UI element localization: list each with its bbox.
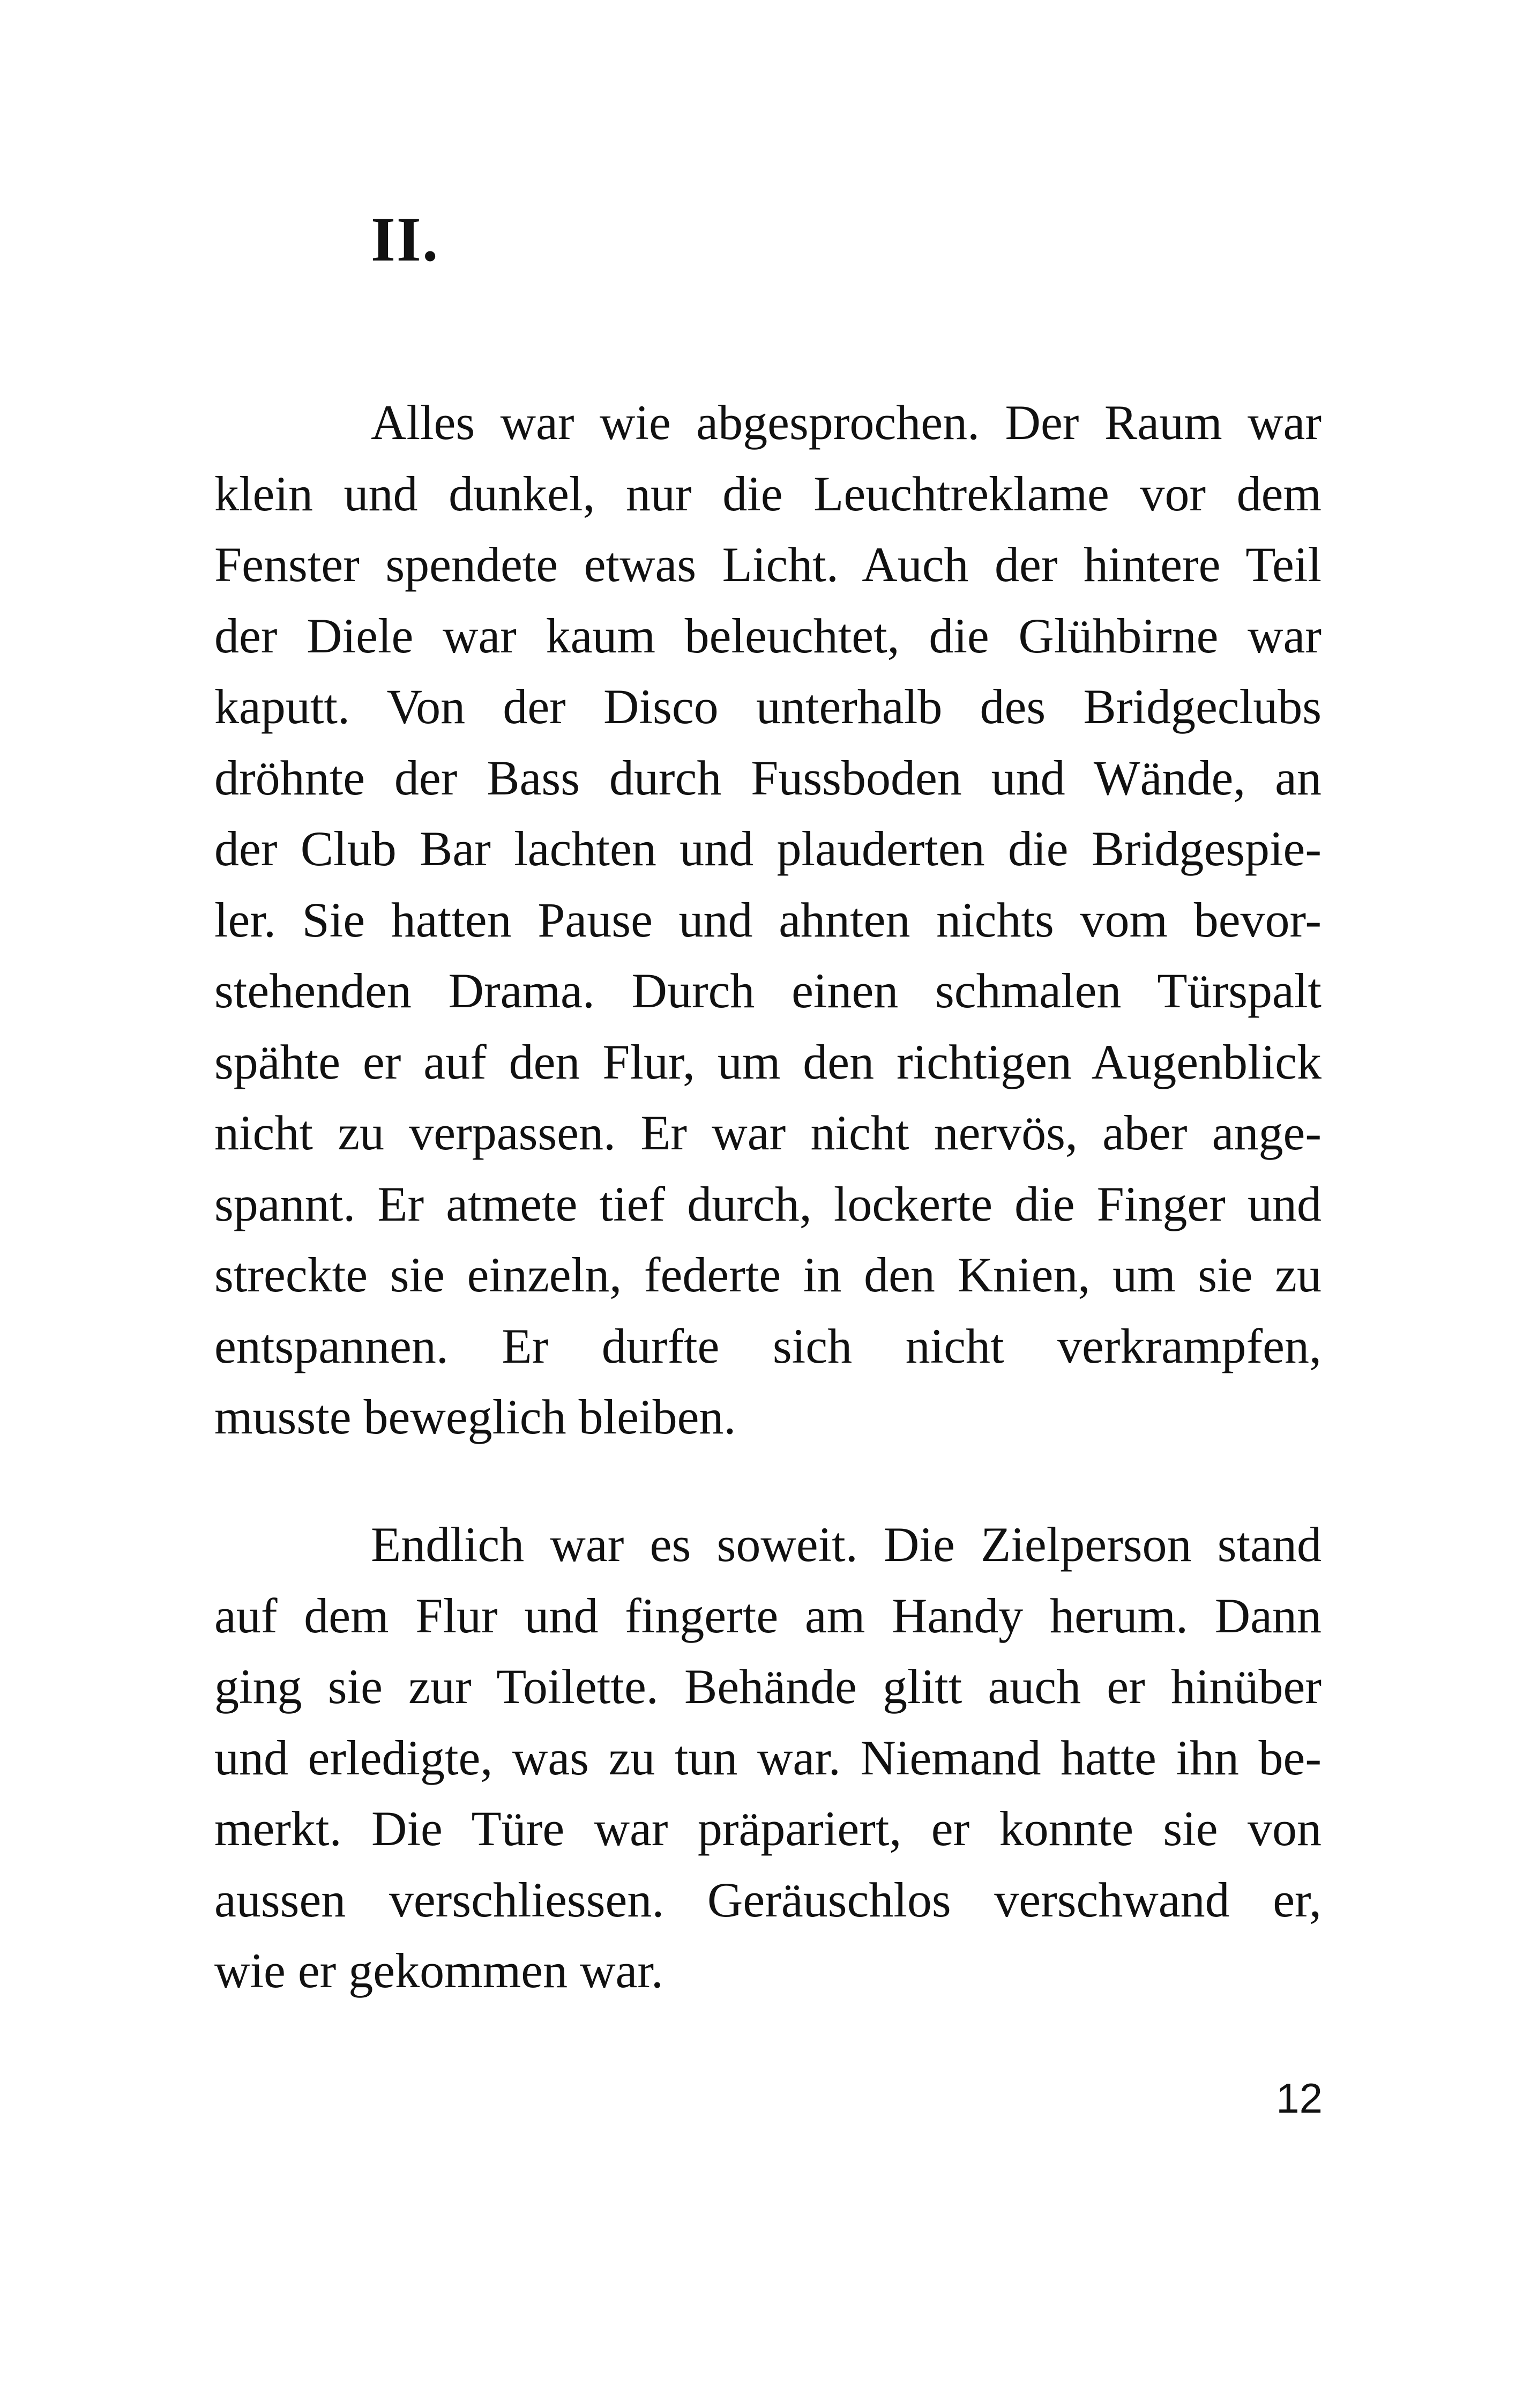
- text-line: Endlich war es soweit. Die Zielperson stand: [371, 1517, 1322, 1572]
- text-line: auf dem Flur und fingerte am Handy herum. Dann: [214, 1588, 1322, 1643]
- text-line: wie er gekommen war.: [214, 1943, 663, 1998]
- text-line: Fenster spendete etwas Licht. Auch der hintere Teil: [214, 537, 1322, 592]
- text-line: aussen verschliessen. Geräuschlos verschwand er,: [214, 1872, 1322, 1927]
- chapter-heading: II.: [371, 204, 439, 274]
- text-line: kaputt. Von der Disco unterhalb des Bridgeclubs: [214, 679, 1322, 734]
- text-line: stehenden Drama. Durch einen schmalen Türspalt: [214, 963, 1322, 1018]
- text-line: und erledigte, was zu tun war. Niemand hatte ihn be-: [214, 1730, 1322, 1785]
- text-line: der Club Bar lachten und plauderten die Bridgespie-: [214, 821, 1322, 876]
- text-line: spähte er auf den Flur, um den richtigen Augenblick: [214, 1034, 1322, 1089]
- text-line: musste beweglich bleiben.: [214, 1389, 736, 1444]
- text-line: Alles war wie abgesprochen. Der Raum war: [371, 395, 1322, 450]
- text-line: dröhnte der Bass durch Fussboden und Wände, an: [214, 750, 1322, 805]
- text-line: entspannen. Er durfte sich nicht verkrampfen,: [214, 1318, 1322, 1373]
- text-line: nicht zu verpassen. Er war nicht nervös, aber ange-: [214, 1105, 1322, 1160]
- paragraph-1: [214, 387, 1322, 1453]
- paragraph-2: [214, 1509, 1322, 2006]
- text-line: merkt. Die Türe war präpariert, er konnte sie von: [214, 1801, 1322, 1856]
- text-line: klein und dunkel, nur die Leuchtreklame vor dem: [214, 466, 1322, 521]
- text-line: ging sie zur Toilette. Behände glitt auch er hinüber: [214, 1659, 1322, 1714]
- text-line: spannt. Er atmete tief durch, lockerte die Finger und: [214, 1176, 1322, 1231]
- text-line: streckte sie einzeln, federte in den Knien, um sie zu: [214, 1247, 1322, 1302]
- page-number: 12: [1276, 2075, 1323, 2122]
- text-line: ler. Sie hatten Pause und ahnten nichts vom bevor-: [214, 892, 1322, 947]
- text-line: der Diele war kaum beleuchtet, die Glühbirne war: [214, 608, 1322, 663]
